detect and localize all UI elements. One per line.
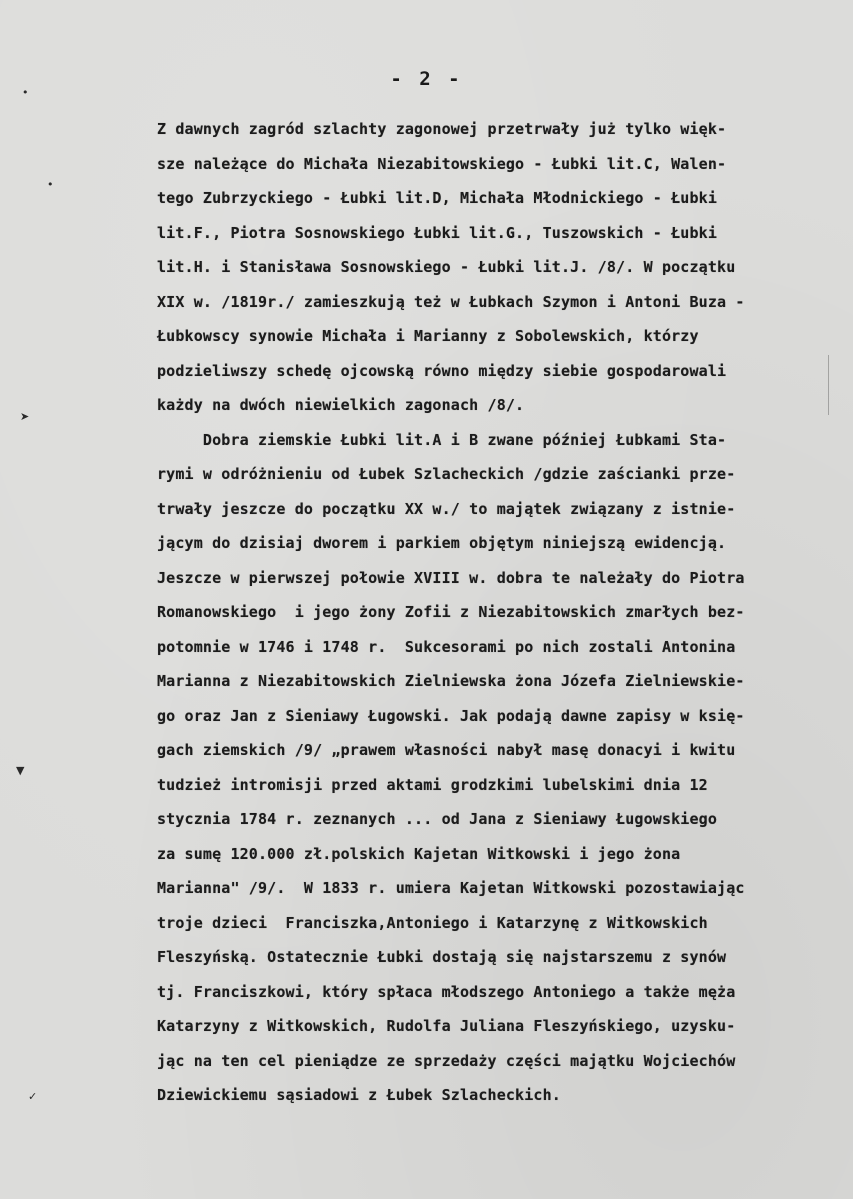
text-line: lit.H. i Stanisława Sosnowskiego - Łubki lit.J. /8/. W początku xyxy=(157,258,736,276)
text-line: Marianna z Niezabitowskich Zielniewska żona Józefa Zielniewskie- xyxy=(157,672,745,690)
text-line: Z dawnych zagród szlachty zagonowej przetrwały już tylko więk- xyxy=(157,120,727,138)
text-line: tj. Franciszkowi, który spłaca młodszego Antoniego a także męża xyxy=(157,982,736,1001)
text-line: stycznia 1784 r. zeznanych ... od Jana z Sieniawy Ługowskiego xyxy=(157,810,718,828)
text-line: każdy na dwóch niewielkich zagonach /8/. xyxy=(157,396,525,414)
text-line: rymi w odróżnieniu od Łubek Szlacheckich /gdzie zaścianki prze- xyxy=(157,465,736,483)
text-line: podzieliwszy schedę ojcowską równo między siebie gospodarowali xyxy=(157,361,727,380)
text-line: Marianna" /9/. W 1833 r. umiera Kajetan Witkowski pozostawiając xyxy=(157,879,745,897)
text-line: Dobra ziemskie Łubki lit.A i B zwane później Łubkami Sta- xyxy=(157,430,727,449)
text-line: Fleszyńską. Ostatecznie Łubki dostają się najstarszemu z synów xyxy=(157,948,727,966)
margin-speck: • xyxy=(22,86,29,99)
margin-speck: ▼ xyxy=(16,764,25,777)
text-line: lit.F., Piotra Sosnowskiego Łubki lit.G., Tuszowskich - Łubki xyxy=(157,223,718,242)
text-line: Romanowskiego i jego żony Zofii z Niezabitowskich zmarłych bez- xyxy=(157,603,745,621)
body-text xyxy=(157,112,847,1113)
text-line: tudzież intromisji przed aktami grodzkimi lubelskimi dnia 12 xyxy=(157,775,708,794)
text-line: sze należące do Michała Niezabitowskiego - Łubki lit.C, Walen- xyxy=(157,154,727,173)
text-line: za sumę 120.000 zł.polskich Kajetan Witkowski i jego żona xyxy=(157,844,681,863)
text-line: troje dzieci Franciszka,Antoniego i Katarzynę z Witkowskich xyxy=(157,913,708,932)
text-line: Łubkowscy synowie Michała i Marianny z Sobolewskich, którzy xyxy=(157,327,699,345)
text-line: go oraz Jan z Sieniawy Ługowski. Jak podają dawne zapisy w księ- xyxy=(157,706,745,725)
page-number: - 2 - xyxy=(390,68,463,90)
text-line: trwały jeszcze do początku XX w./ to majątek związany z istnie- xyxy=(157,499,736,518)
text-line: potomnie w 1746 i 1748 r. Sukcesorami po nich zostali Antonina xyxy=(157,637,736,656)
text-line: Katarzyny z Witkowskich, Rudolfa Juliana Fleszyńskiego, uzysku- xyxy=(157,1017,736,1035)
text-line: gach ziemskich /9/ „prawem własności nabył masę donacyi i kwitu xyxy=(157,741,736,759)
text-line: Dziewickiemu sąsiadowi z Łubek Szlacheckich. xyxy=(157,1086,561,1104)
margin-speck: ➤ xyxy=(20,410,30,423)
text-line: XIX w. /1819r./ zamieszkują też w Łubkach Szymon i Antoni Buza - xyxy=(157,292,745,311)
margin-speck: ✓ xyxy=(28,1090,38,1103)
margin-speck: • xyxy=(47,178,54,191)
paper-fold-line xyxy=(828,355,829,415)
text-line: Jeszcze w pierwszej połowie XVIII w. dobra te należały do Piotra xyxy=(157,568,745,587)
text-line: tego Zubrzyckiego - Łubki lit.D, Michała Młodnickiego - Łubki xyxy=(157,189,718,207)
text-line: jącym do dzisiaj dworem i parkiem objętym niniejszą ewidencją. xyxy=(157,534,727,552)
text-line: jąc na ten cel pieniądze ze sprzedaży części majątku Wojciechów xyxy=(157,1051,736,1070)
